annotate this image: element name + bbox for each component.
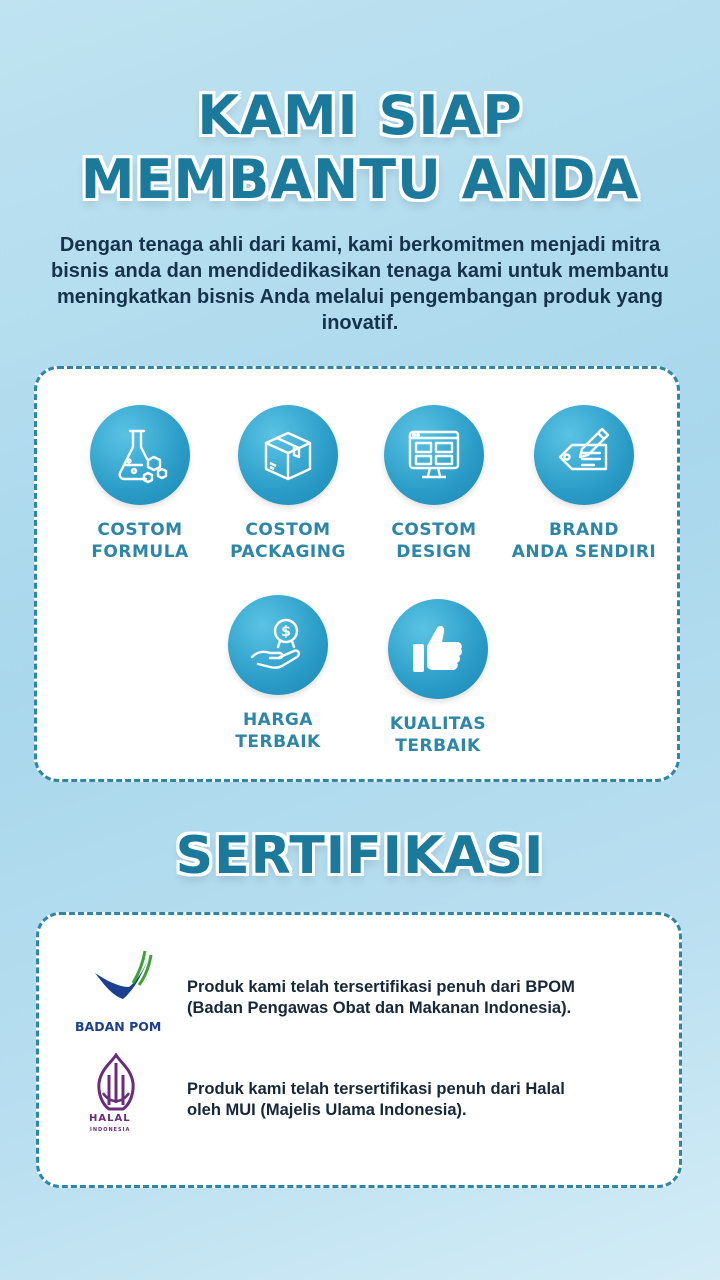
bpom-logo-text: BADAN POM [75, 1019, 162, 1034]
services-card [34, 366, 680, 782]
service-custom-design [349, 405, 519, 563]
certification-title: SERTIFIKASI [175, 826, 545, 886]
bpom-logo [73, 943, 173, 1043]
halal-logo [89, 1053, 149, 1145]
tag-pen-icon [534, 405, 634, 505]
service-label: COSTOM DESIGN [391, 520, 477, 562]
hand-coin-icon [228, 595, 328, 695]
service-custom-packaging [203, 405, 373, 563]
halal-logo-text: HALAL [89, 1113, 131, 1124]
box-icon [238, 405, 338, 505]
hero-intro-text: Dengan tenaga ahli dari kami, kami berkomitmen menjadi mitra bisnis anda dan mendidedikasikan tenaga kami untuk membantu meningkatkan bisnis Anda melalui pengembangan produk yang inovatif. [51, 234, 669, 334]
hero-title-line-2: MEMBANTU ANDA [80, 148, 640, 211]
monitor-design-icon [384, 405, 484, 505]
svg-text:$: $ [281, 624, 291, 640]
hero-title-line-1: KAMI SIAP [197, 84, 523, 147]
cert-bpom-text: Produk kami telah tersertifikasi penuh dari BPOM (Badan Pengawas Obat dan Makanan Indonesia). [187, 978, 575, 1017]
service-best-quality [353, 599, 523, 757]
service-label: COSTOM FORMULA [91, 520, 189, 562]
certification-card [36, 912, 682, 1188]
cert-halal-text: Produk kami telah tersertifikasi penuh dari Halal oleh MUI (Majelis Ulama Indonesia). [187, 1080, 565, 1119]
thumbs-up-icon [388, 599, 488, 699]
service-label: HARGA TERBAIK [235, 710, 321, 752]
service-own-brand [499, 405, 669, 563]
service-label: BRAND ANDA SENDIRI [511, 520, 657, 562]
flask-icon [90, 405, 190, 505]
service-custom-formula [55, 405, 225, 563]
service-best-price [193, 595, 363, 753]
halal-logo-subtext: INDONESIA [90, 1127, 131, 1133]
service-label: KUALITAS TERBAIK [389, 714, 487, 756]
service-label: COSTOM PACKAGING [230, 520, 346, 562]
